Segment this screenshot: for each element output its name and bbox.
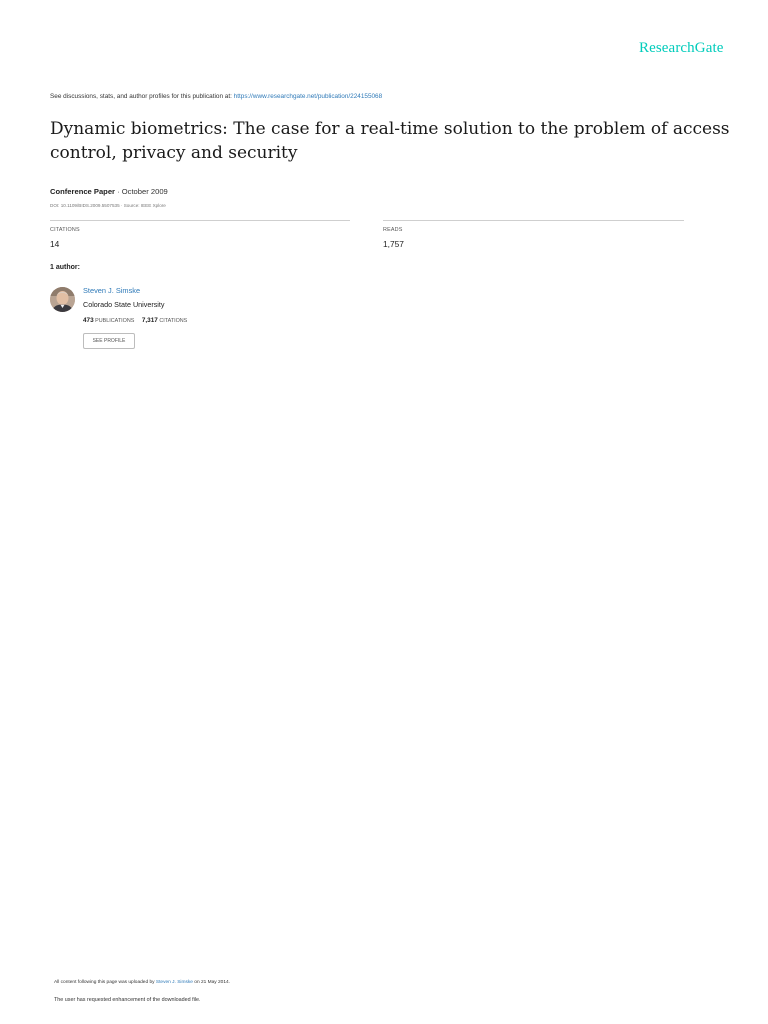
publication-url-link[interactable]: https://www.researchgate.net/publication/224155068 <box>233 93 383 100</box>
citations-value: 14 <box>50 239 60 249</box>
divider-right <box>383 220 684 221</box>
reads-value: 1,757 <box>383 239 404 249</box>
uploader-link[interactable]: Steven J. Simske <box>155 980 193 985</box>
upload-prefix: All content following this page was uploaded by <box>54 980 156 985</box>
divider-left <box>50 220 350 221</box>
author-affiliation: Colorado State University <box>83 300 165 309</box>
author-citations-label: CITATIONS <box>159 318 188 324</box>
enhancement-note: The user has requested enhancement of the downloaded file. <box>54 997 201 1003</box>
author-stats <box>83 317 193 324</box>
author-publications-label: PUBLICATIONS <box>95 318 135 324</box>
author-publications-count: 473 <box>83 317 94 324</box>
researchgate-logo[interactable]: ResearchGate <box>639 40 724 56</box>
doi-source-line: DOI: 10.1109/BIDS.2009.5507535 · Source: IEEE Xplore <box>50 203 166 208</box>
publication-date: · October 2009 <box>115 187 168 196</box>
upload-suffix: on 21 May 2014. <box>192 980 231 985</box>
authors-heading: 1 author: <box>50 264 80 271</box>
author-avatar[interactable] <box>50 287 75 312</box>
discussions-line <box>50 93 382 100</box>
publication-meta <box>50 187 168 196</box>
author-citations-count: 7,317 <box>141 317 158 324</box>
upload-note <box>54 980 230 985</box>
author-name-link[interactable]: Steven J. Simske <box>83 286 141 295</box>
paper-title: Dynamic biometrics: The case for a real-time solution to the problem of access control, privacy and security <box>50 119 730 163</box>
publication-type: Conference Paper <box>50 187 115 196</box>
citations-label: CITATIONS <box>50 227 80 233</box>
avatar-photo-icon <box>50 287 75 312</box>
see-profile-button[interactable]: SEE PROFILE <box>83 333 135 349</box>
reads-label: READS <box>383 227 403 233</box>
discussions-text: See discussions, stats, and author profiles for this publication at: <box>50 93 234 100</box>
